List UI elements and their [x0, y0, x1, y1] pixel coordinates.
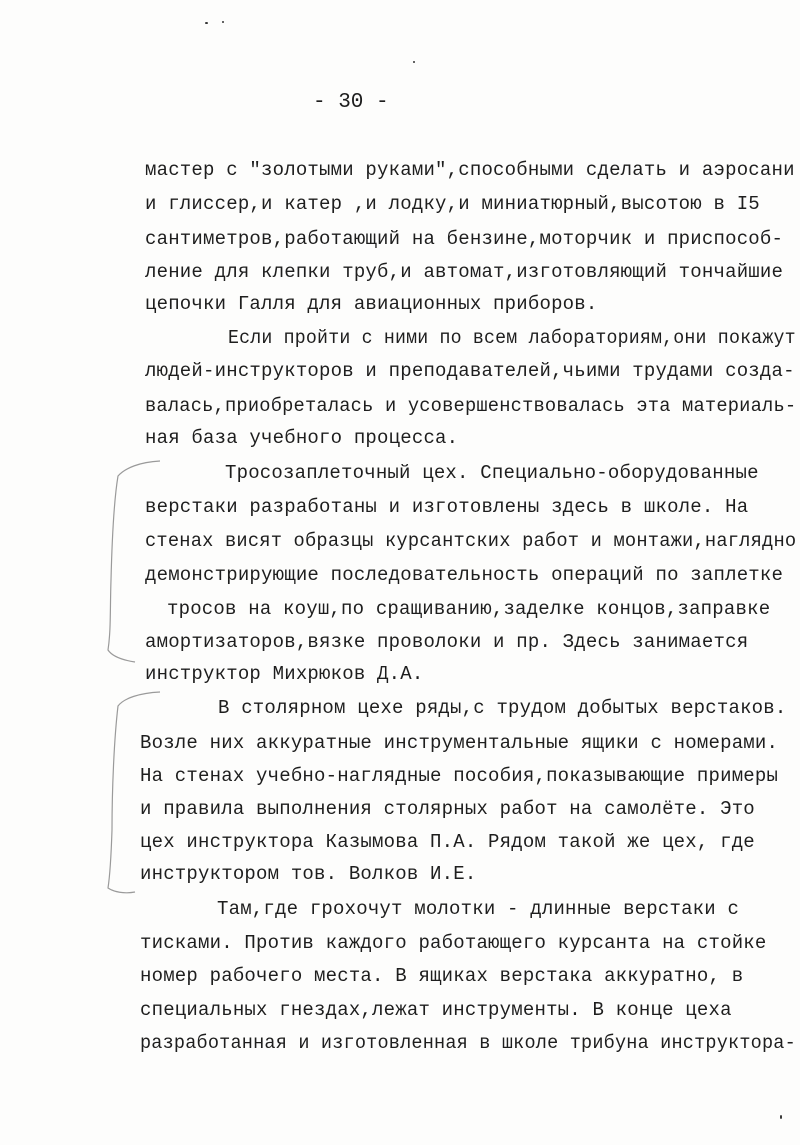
text-line: Если пройти с ними по всем лабораториям,они покажут: [228, 327, 796, 349]
ink-speck: [205, 22, 208, 24]
text-line: Тросозаплеточный цех. Специально-оборудованные: [225, 462, 759, 484]
text-line: На стенах учебно-наглядные пособия,показывающие примеры: [140, 765, 779, 787]
page-number: - 30 -: [313, 91, 389, 114]
text-line: цех инструктора Казымова П.А. Рядом такой же цех, где: [140, 831, 755, 853]
text-line: тросов на коуш,по сращиванию,заделке концов,заправке: [167, 598, 771, 620]
ink-speck: [780, 1115, 782, 1119]
text-line: ление для клепки труб,и автомат,изготовляющий тончайшие: [145, 261, 784, 283]
text-line: инструктором тов. Волков И.Е.: [140, 863, 477, 885]
text-line: Там,где грохочут молотки - длинные верстаки с: [217, 898, 740, 920]
text-line: валась,приобреталась и усовершенствовалась эта материаль-: [145, 395, 797, 417]
text-line: сантиметров,работающий на бензине,моторчик и приспособ-: [145, 228, 784, 250]
text-line: Возле них аккуратные инструментальные ящики с номерами.: [140, 732, 779, 754]
text-line: демонстрирующие последовательность операций по заплетке: [145, 564, 784, 586]
text-line: разработанная и изготовленная в школе трибуна инструктора-: [140, 1032, 796, 1054]
text-line: мастер с "золотыми руками",способными сделать и аэросани: [145, 159, 795, 181]
text-line: цепочки Галля для авиационных приборов.: [145, 293, 598, 315]
text-line: стенах висят образцы курсантских работ и монтажи,наглядно: [145, 530, 797, 552]
text-line: и глиссер,и катер ,и лодку,и миниатюрный,высотою в I5: [145, 193, 760, 215]
text-line: ная база учебного процесса.: [145, 427, 459, 449]
text-line: людей-инструкторов и преподавателей,чьими трудами созда-: [145, 360, 795, 382]
text-line: амортизаторов,вязке проволоки и пр. Здесь занимается: [145, 631, 749, 653]
text-line: номер рабочего места. В ящиках верстака аккуратно, в: [140, 965, 744, 987]
ink-speck: [222, 21, 224, 23]
ink-speck: [413, 61, 415, 63]
text-line: и правила выполнения столярных работ на самолёте. Это: [140, 798, 755, 820]
text-line: В столярном цехе ряды,с трудом добытых верстаков.: [218, 697, 787, 719]
text-line: тисками. Против каждого работающего курсанта на стойке: [140, 932, 767, 954]
text-line: верстаки разработаны и изготовлены здесь в школе. На: [145, 496, 749, 518]
text-line: инструктор Михрюков Д.А.: [145, 663, 424, 685]
text-line: специальных гнездах,лежат инструменты. В конце цеха: [140, 999, 732, 1021]
